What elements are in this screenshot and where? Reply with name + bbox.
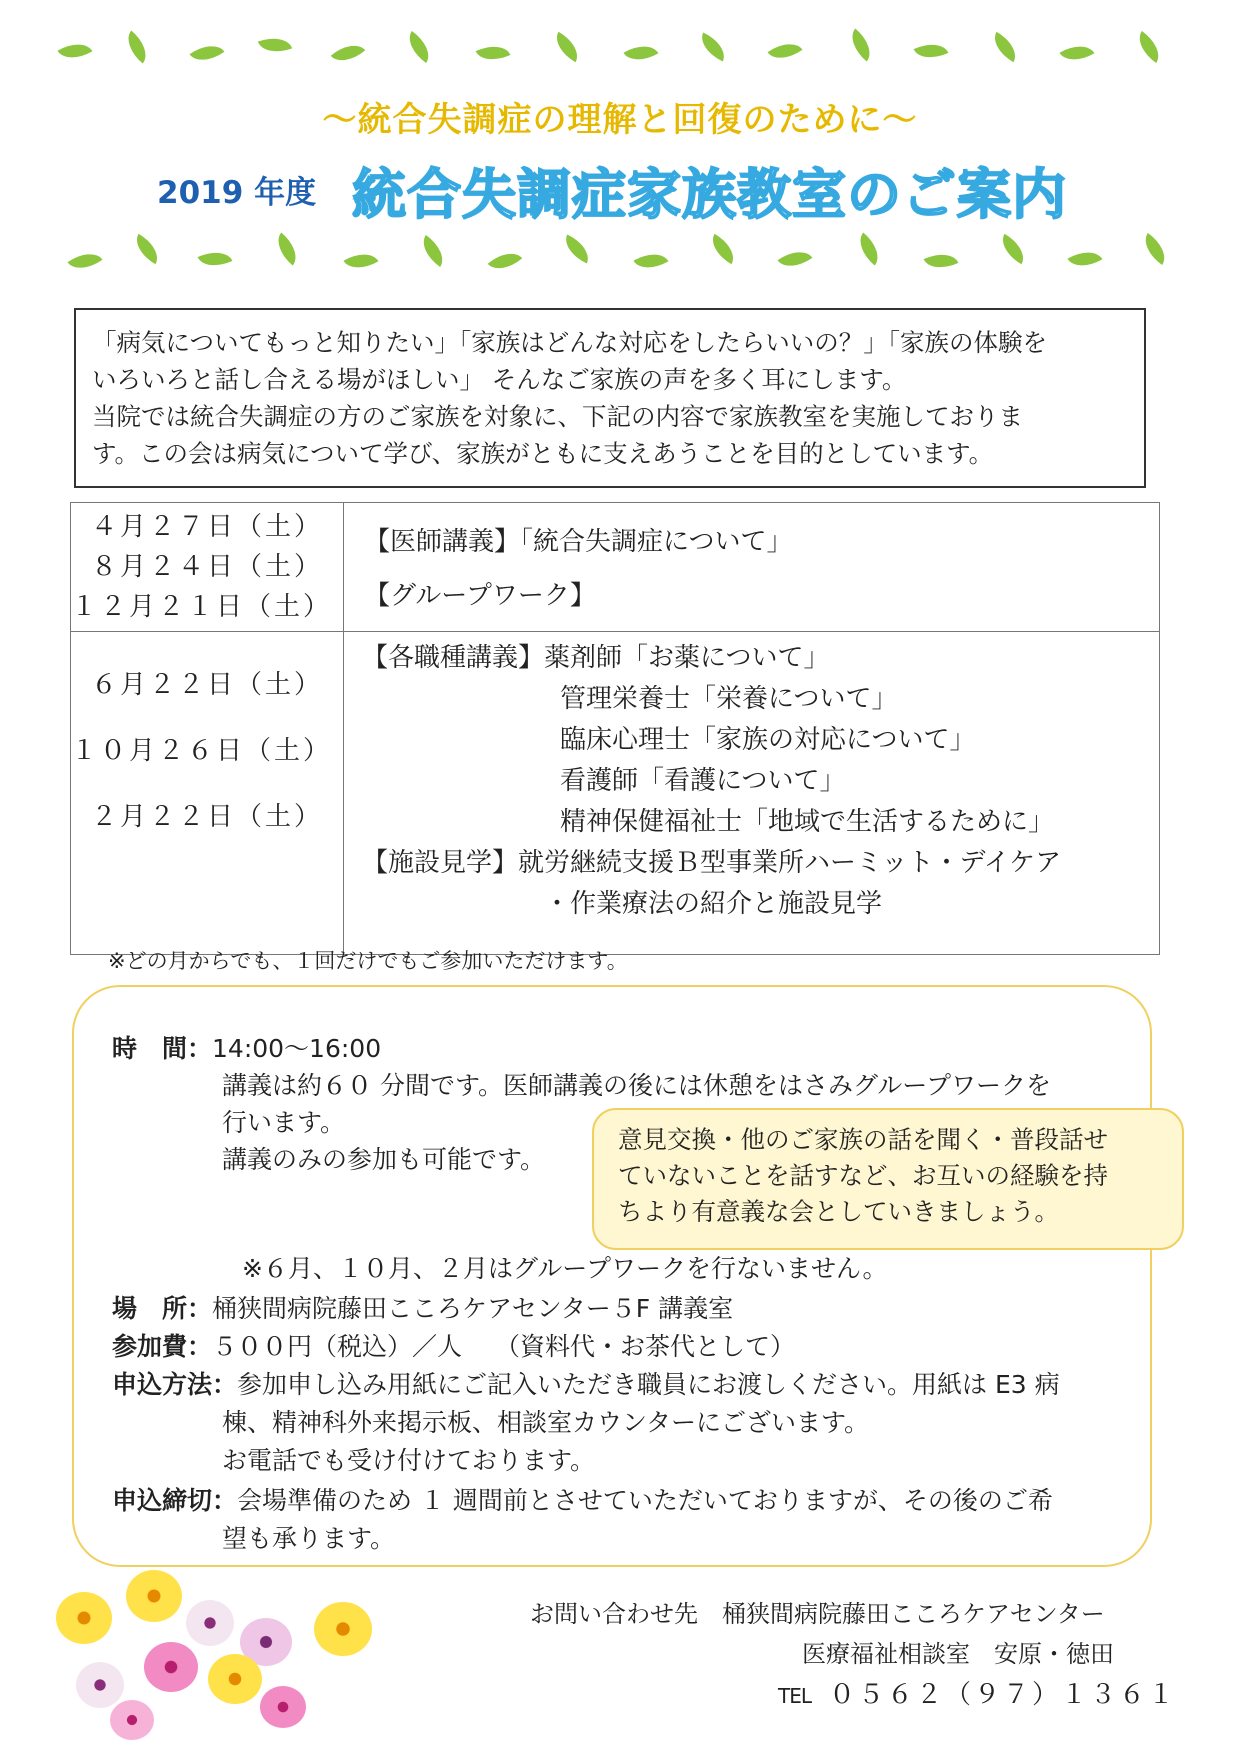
leaf-icon: [924, 247, 959, 276]
leaf-icon: [1060, 38, 1095, 69]
lecture-item: 【医師講義】「統合失調症について」: [364, 527, 793, 557]
participation-note: ※どの月からでも、１回だけでもご参加いただけます。: [108, 949, 628, 973]
lecture-item: 管理栄養士「栄養について」: [560, 684, 898, 714]
leaf-icon: [550, 32, 585, 63]
place-value: 桶狭間病院藤田こころケアセンター５F 講義室: [212, 1294, 734, 1323]
fee-row: [112, 1327, 795, 1363]
tour-item: ・作業療法の紹介と施設見学: [544, 889, 883, 919]
leaf-icon: [696, 33, 731, 62]
page-title: 統合失調症家族教室のご案内: [352, 163, 1067, 226]
lecture-item: 【グループワーク】: [364, 581, 596, 611]
leaf-icon: [996, 234, 1031, 265]
time-desc-line: 講義は約６０ 分間です。医師講義の後には休憩をはさみグループワークを: [222, 1071, 1051, 1100]
content-cell: [344, 503, 1160, 632]
groupwork-note: ※６月、１０月、２月はグループワークを行ないません。: [242, 1254, 888, 1283]
leaf-icon: [624, 38, 659, 69]
year-label: 2019 年度: [157, 175, 317, 211]
date-cell: [71, 632, 344, 955]
tour-label: 【施設見学】: [362, 848, 519, 878]
fee-value: ５００円（税込）／人 （資料代・お茶代として）: [212, 1332, 795, 1361]
tour-row: [362, 843, 1159, 884]
date-text: ２月２２日（土）: [90, 802, 323, 832]
leaf-icon: [914, 37, 949, 66]
flower-icon: [76, 1662, 124, 1708]
date-text: １２月２１日（土）: [71, 592, 333, 622]
leaf-icon: [844, 28, 879, 61]
lecture-item: 看護師「看護について」: [560, 766, 846, 796]
flower-icon: [144, 1642, 198, 1692]
intro-box: [74, 308, 1146, 488]
leaf-icon: [768, 35, 803, 67]
leaf-icon: [852, 232, 887, 265]
apply-line: お電話でも受け付けております。: [222, 1446, 596, 1475]
speech-bubble: [592, 1108, 1184, 1250]
leaf-icon: [198, 245, 233, 274]
date-text: ４月２７日（土）: [90, 512, 323, 542]
leaf-icon: [1068, 244, 1103, 275]
leaf-icon: [58, 36, 93, 67]
leaf-icon: [130, 234, 165, 265]
leaf-icon: [1138, 233, 1173, 265]
date-cell: [71, 503, 344, 632]
leaf-icon: [270, 232, 305, 265]
fee-label: 参加費：: [112, 1332, 213, 1361]
lecture-item: 精神保健福祉士「地域で生活するために」: [560, 807, 1055, 837]
intro-line: 「病気についてもっと知りたい」「家族はどんな対応をしたらいいの？」「家族の体験を: [92, 328, 1048, 357]
deadline-row: [112, 1481, 1053, 1517]
flower-icon: [314, 1602, 372, 1656]
leaf-icon: [778, 243, 813, 275]
leaf-icon: [120, 30, 155, 63]
intro-line: す。この会は病気について学び、家族がともに支えあうことを目的としています。: [92, 439, 994, 468]
leaf-icon: [68, 245, 103, 277]
table-row: [71, 632, 1160, 955]
time-row: [112, 1029, 381, 1065]
table-row: [71, 503, 1160, 632]
leaf-icon: [416, 235, 451, 267]
apply-row: [112, 1365, 1060, 1401]
place-label: 場 所：: [112, 1294, 213, 1323]
time-value: 14:00～16:00: [212, 1034, 382, 1063]
lecture-item: 薬剤師「お薬について」: [544, 643, 830, 673]
page-subtitle: ～統合失調症の理解と回復のために～: [322, 100, 918, 140]
flower-icon: [110, 1700, 154, 1740]
intro-line: 当院では統合失調症の方のご家族を対象に、下記の内容で家族教室を実施しておりま: [92, 402, 1023, 431]
place-row: [112, 1289, 733, 1325]
tel-label: TEL: [778, 1684, 811, 1708]
leaf-icon: [258, 31, 292, 58]
phone-number: ０５６２（９７）１３６１: [829, 1680, 1178, 1710]
leaf-icon: [988, 32, 1023, 63]
flower-icon: [56, 1592, 112, 1644]
flower-icon: [208, 1654, 262, 1704]
contact-line-2: 医療福祉相談室 安原・徳田: [802, 1640, 1114, 1668]
flower-icon: [126, 1570, 182, 1622]
date-text: １０月２６日（土）: [71, 736, 333, 766]
leaf-icon: [706, 234, 741, 265]
bubble-line: 意見交換・他のご家族の話を聞く・普段話せ: [618, 1125, 1108, 1154]
contact-phone-row: [778, 1674, 1177, 1711]
bubble-line: ちより有意義な会としていきましょう。: [618, 1197, 1059, 1226]
lecture-row: [362, 638, 1159, 679]
leaf-icon: [488, 244, 523, 277]
schedule-table: [70, 502, 1160, 955]
date-text: ８月２４日（土）: [90, 552, 323, 582]
leaf-icon: [560, 235, 595, 264]
contact-line-1: お問い合わせ先 桶狭間病院藤田こころケアセンター: [530, 1600, 1105, 1628]
apply-line: 参加申し込み用紙にご記入いただき職員にお渡しください。用紙は E3 病: [237, 1370, 1060, 1399]
leaf-icon: [331, 36, 366, 69]
apply-label: 申込方法：: [112, 1370, 238, 1399]
content-cell: [344, 632, 1160, 955]
leaf-icon: [190, 37, 225, 69]
lecture-label: 【各職種講義】: [362, 643, 545, 673]
leaf-icon: [476, 39, 511, 68]
deadline-line: 会場準備のため １ 週間前とさせていただいておりますが、その後のご希: [237, 1486, 1053, 1515]
time-desc-line: 講義のみの参加も可能です。: [222, 1145, 546, 1174]
tour-item: 就労継続支援Ｂ型事業所ハーミット・デイケア: [518, 848, 1062, 878]
lecture-item: 臨床心理士「家族の対応について」: [560, 725, 976, 755]
deadline-line: 望も承ります。: [222, 1524, 396, 1553]
flower-icon: [260, 1686, 306, 1728]
bubble-line: ていないことを話すなど、お互いの経験を持: [618, 1161, 1108, 1190]
leaf-icon: [634, 246, 669, 277]
deadline-label: 申込締切：: [112, 1486, 238, 1515]
apply-line: 棟、精神科外来掲示板、相談室カウンターにございます。: [222, 1408, 870, 1437]
time-label: 時 間：: [112, 1034, 213, 1063]
leaf-icon: [344, 246, 379, 277]
flower-icon: [186, 1600, 234, 1646]
leaf-icon: [402, 31, 437, 63]
intro-line: いろいろと話し合える場がほしい」 そんなご家族の声を多く耳にします。: [92, 365, 907, 394]
info-box: [72, 985, 1152, 1567]
date-text: ６月２２日（土）: [90, 670, 323, 700]
leaf-icon: [1132, 31, 1167, 63]
time-desc-line: 行います。: [222, 1108, 346, 1137]
